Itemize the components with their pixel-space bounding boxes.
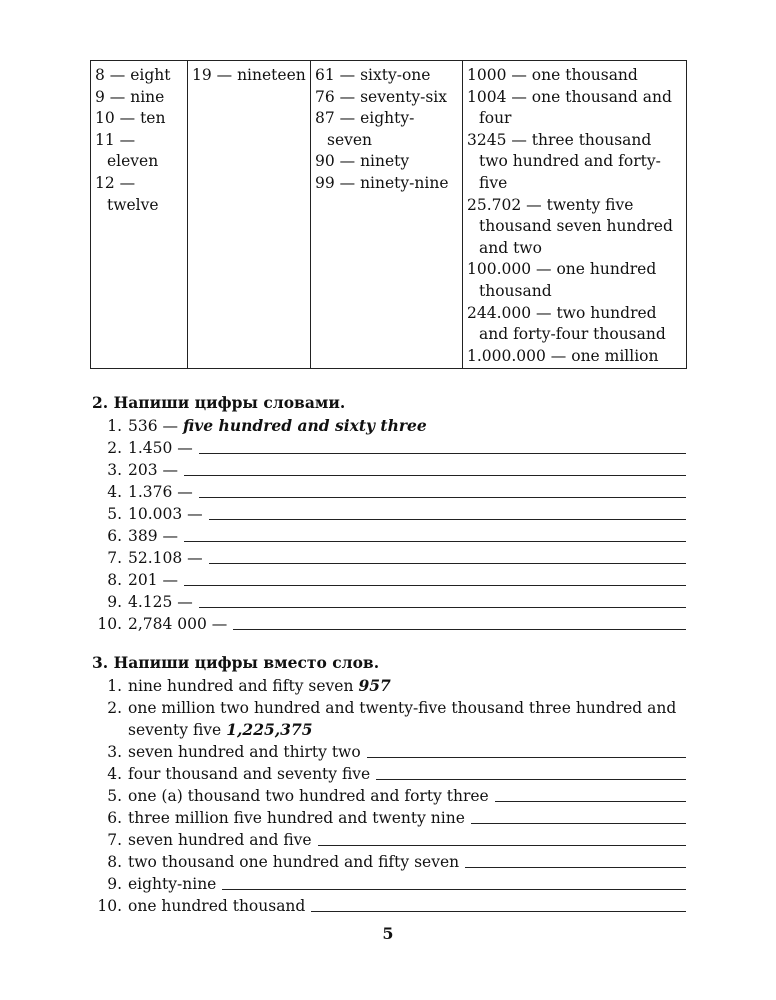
item-number: 5. [107, 787, 122, 805]
item-prompt: two thousand one hundred and fifty seven [128, 853, 460, 871]
item-prompt: seven hundred and thirty two [128, 743, 361, 761]
item-prompt: nine hundred and fifty seven [128, 677, 354, 695]
item-number: 9. [107, 875, 122, 893]
item-number: 10. [97, 897, 122, 915]
answer-line[interactable] [184, 584, 686, 586]
item-prompt-continued: seventy five [128, 721, 222, 739]
answer-line[interactable] [184, 540, 686, 542]
table-cell-line: 25.702 — twenty five [467, 195, 634, 214]
item-answer: 1,225,375 [226, 720, 313, 739]
table-cell-line: 12 — [95, 173, 136, 192]
table-cell-line: thousand seven hundred [479, 217, 673, 236]
table-cell-line: 90 — ninety [315, 152, 410, 171]
item-continuation [128, 720, 313, 739]
answer-line[interactable] [222, 888, 686, 890]
answer-line[interactable] [199, 606, 686, 608]
table-cell-line: 61 — sixty-one [315, 66, 431, 84]
exercise-row [92, 567, 686, 589]
item-number: 3. [107, 743, 122, 761]
table-cell-line: 8 — eight [95, 66, 171, 84]
answer-line[interactable] [209, 518, 686, 520]
exercise-row [92, 457, 686, 479]
table-cell-line: 87 — eighty- [315, 109, 415, 128]
item-number: 4. [107, 765, 122, 783]
table-cell-line: eleven [107, 152, 159, 171]
answer-line[interactable] [311, 910, 686, 912]
table-cell-line: five [479, 173, 508, 192]
exercise-row [92, 545, 686, 567]
answer-line[interactable] [495, 800, 686, 802]
item-prompt: four thousand and seventy five [128, 765, 371, 783]
table-cell-line: 3245 — three thousand [467, 130, 652, 149]
table-col-1 [91, 61, 188, 369]
item-number: 6. [107, 809, 122, 827]
table-cell-line: seven [327, 130, 373, 149]
item-prompt: 4.125 — [128, 593, 193, 611]
table-row [91, 61, 687, 369]
table-cell-line: and two [479, 238, 542, 257]
exercise-row [92, 893, 686, 915]
section-2-heading: 2. Напиши цифры словами. [92, 393, 346, 412]
item-prompt: one (a) thousand two hundred and forty three [128, 787, 489, 805]
table-cell-line: 100.000 — one hundred [467, 260, 657, 279]
exercise-row [92, 501, 686, 523]
item-number: 8. [107, 571, 122, 589]
table-col-3 [311, 61, 463, 369]
item-prompt: 2,784 000 — [128, 615, 228, 633]
item-number: 5. [107, 505, 122, 523]
item-number: 1. [107, 677, 122, 695]
table-cell-line: 10 — ten [95, 109, 166, 128]
exercise-row [92, 739, 686, 761]
answer-line[interactable] [471, 822, 686, 824]
item-number: 2. [107, 439, 122, 457]
item-prompt: 52.108 — [128, 549, 203, 567]
answer-line[interactable] [465, 866, 686, 868]
table-cell-line: thousand [479, 281, 552, 300]
exercise-row [92, 589, 686, 611]
item-answer: five hundred and sixty three [183, 416, 427, 435]
table-cell-line: two hundred and forty- [479, 152, 661, 171]
item-number: 10. [97, 615, 122, 633]
exercise-row [92, 827, 686, 849]
item-number: 4. [107, 483, 122, 501]
table-cell-line: 9 — nine [95, 87, 165, 106]
answer-line[interactable] [376, 778, 686, 780]
exercise-row [92, 479, 686, 501]
page-number: 5 [382, 924, 394, 943]
table-cell-line: four [479, 109, 512, 128]
item-prompt: one hundred thousand [128, 897, 306, 915]
table-cell-line: 19 — nineteen [192, 66, 306, 84]
exercise-row [92, 805, 686, 827]
table-cell-line: and forty-four thousand [479, 325, 666, 344]
answer-line[interactable] [209, 562, 686, 564]
item-number: 2. [107, 699, 122, 717]
exercise-row [92, 611, 686, 633]
exercise-row [92, 761, 686, 783]
item-number: 9. [107, 593, 122, 611]
item-prompt: 536 — [128, 417, 179, 435]
item-number: 7. [107, 549, 122, 567]
exercise-row [92, 673, 686, 695]
exercise-row [92, 783, 686, 805]
item-prompt: three million five hundred and twenty nine [128, 809, 465, 827]
item-prompt: 203 — [128, 461, 179, 479]
item-number: 6. [107, 527, 122, 545]
item-answer: 957 [358, 676, 391, 695]
exercise-row [92, 413, 686, 435]
exercise-row [92, 523, 686, 545]
item-prompt: 1.376 — [128, 483, 193, 501]
item-number: 1. [107, 417, 122, 435]
item-number: 7. [107, 831, 122, 849]
section-3-heading: 3. Напиши цифры вместо слов. [92, 653, 380, 672]
table-cell-line: 11 — [95, 130, 136, 149]
item-prompt: 10.003 — [128, 505, 203, 523]
exercise-row [92, 871, 686, 893]
answer-line[interactable] [367, 756, 686, 758]
answer-line[interactable] [318, 844, 686, 846]
exercise-row [92, 435, 686, 457]
item-prompt: 389 — [128, 527, 179, 545]
item-number: 3. [107, 461, 122, 479]
exercise-row [92, 849, 686, 871]
answer-line[interactable] [199, 496, 686, 498]
item-prompt: seven hundred and five [128, 831, 312, 849]
item-prompt: 201 — [128, 571, 179, 589]
table-cell-line: 76 — seventy-six [315, 87, 447, 106]
numbers-table [90, 60, 687, 369]
item-prompt: one million two hundred and twenty-five thousand three hundred and [128, 699, 677, 717]
answer-line[interactable] [233, 628, 686, 630]
answer-line[interactable] [199, 452, 686, 454]
table-col-2 [188, 61, 311, 369]
item-prompt: 1.450 — [128, 439, 193, 457]
answer-line[interactable] [184, 474, 686, 476]
table-col-4 [463, 61, 687, 369]
table-cell-line: 244.000 — two hundred [467, 303, 657, 322]
exercise-row [92, 695, 686, 717]
table-cell-line: 1004 — one thousand and [467, 87, 672, 106]
table-cell-line: 1000 — one thousand [467, 66, 638, 84]
item-prompt: eighty-nine [128, 875, 217, 893]
table-cell-line: twelve [107, 195, 159, 214]
table-cell-line: 1.000.000 — one million [467, 346, 659, 365]
table-cell-line: 99 — ninety-nine [315, 173, 449, 192]
item-number: 8. [107, 853, 122, 871]
